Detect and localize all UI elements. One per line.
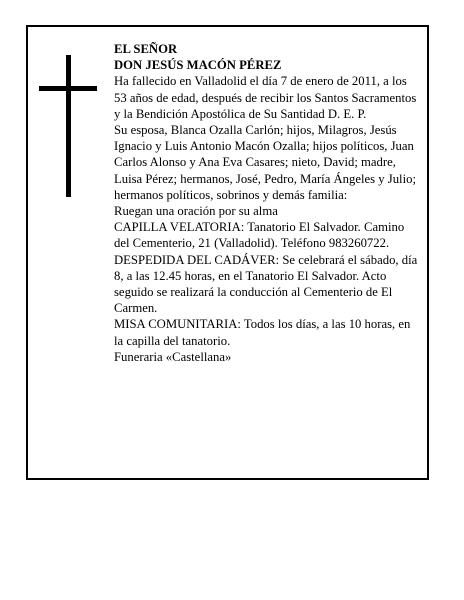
obituary-notice: [26, 25, 429, 480]
family-list: Su esposa, Blanca Ozalla Carlón; hijos, Milagros, Jesús Ignacio y Luis Antonio Macón Ozalla; hijos políticos, Juan Carlos Alonso y Ana Eva Casares; nieto, David; madre, Luisa Pérez; hermanos, José, Pedro, María Ángeles y Julio; hermanos políticos, sobrinos y demás familia:: [114, 123, 416, 202]
funeral-home-name: Funeraria «Castellana»: [114, 349, 232, 364]
prayer-request: Ruegan una oración por su alma: [114, 204, 278, 219]
funeral-chapel-info: CAPILLA VELATORIA: Tanatorio El Salvador. Camino del Cementerio, 21 (Valladolid). Teléfono 983260722.: [114, 220, 405, 251]
death-announcement: Ha fallecido en Valladolid el día 7 de enero de 2011, a los 53 años de edad, después de recibir los Santos Sacramentos y la Bendición Apostólica de Su Santidad D. E. P.: [114, 74, 417, 121]
cross-horizontal-bar: [39, 86, 97, 91]
community-mass-info: MISA COMUNITARIA: Todos los días, a las 10 horas, en la capilla del tanatorio.: [114, 317, 411, 348]
latin-cross-icon: [39, 55, 97, 197]
cross-vertical-bar: [66, 55, 71, 197]
notice-title-line1: EL SEÑOR: [114, 42, 178, 56]
farewell-info: DESPEDIDA DEL CADÁVER: Se celebrará el sábado, día 8, a las 12.45 horas, en el Tanatorio El Salvador. Acto seguido se realizará la conducción al Cementerio de El Carmen.: [114, 252, 418, 316]
deceased-name: DON JESÚS MACÓN PÉREZ: [114, 58, 282, 73]
notice-text: [114, 41, 420, 365]
